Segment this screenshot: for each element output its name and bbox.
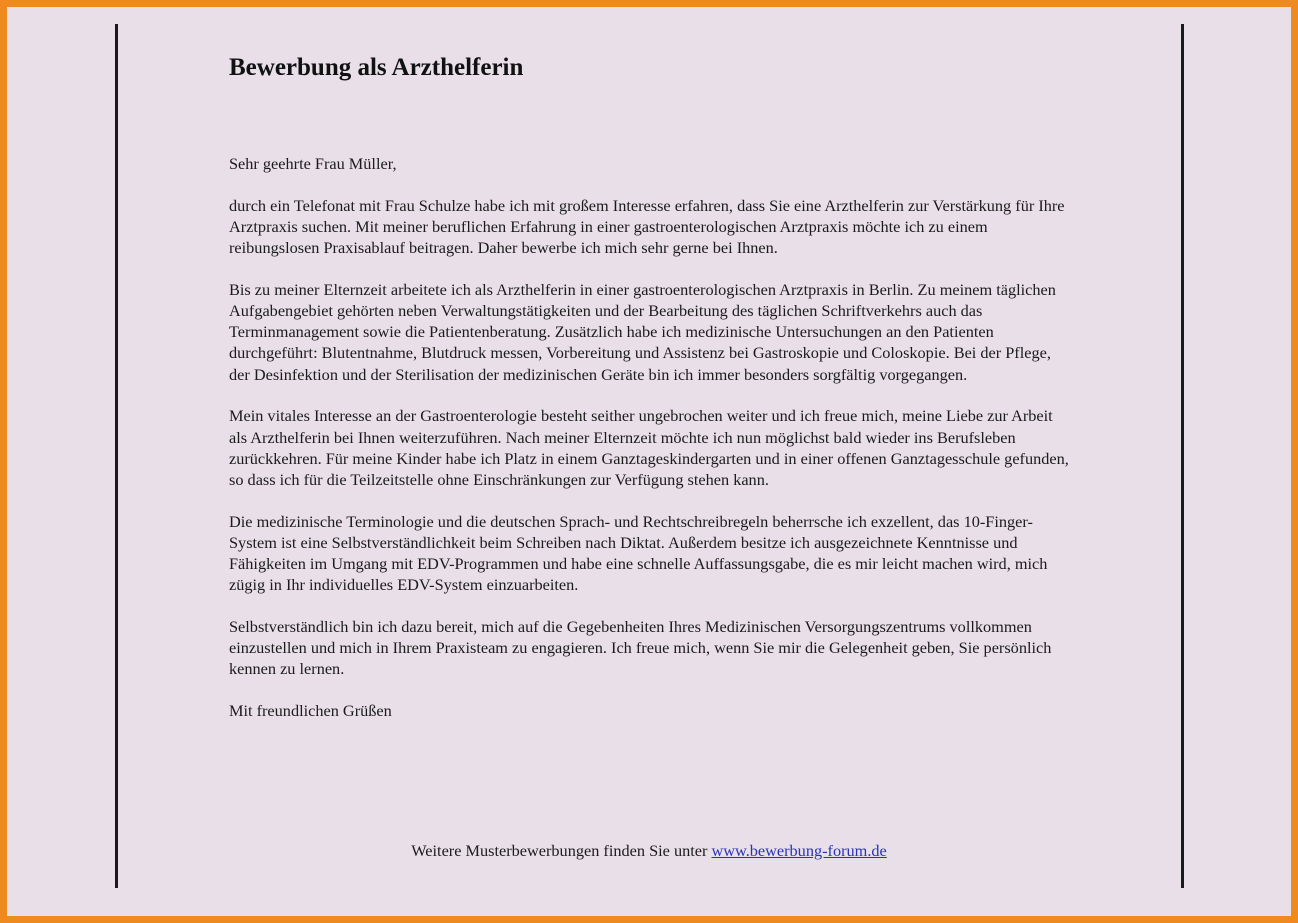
footer-link[interactable]: www.bewerbung-forum.de bbox=[711, 841, 887, 860]
closing: Mit freundlichen Grüßen bbox=[229, 701, 392, 721]
paragraph-4: Die medizinische Terminologie und die deutschen Sprach- und Rechtschreibregeln beherrsche ich exzellent, das 10-Finger-System ist eine Selbstverständlichkeit beim Schreiben nach Diktat. Außerdem besitze ich ausgezeichnete Kenntnisse und Fähigkeiten im Umgang mit EDV-Programmen und habe eine schnelle Auffassungsgabe, die es mir leicht machen wird, mich zügig in Ihr individuelles EDV-System einzuarbeiten. bbox=[229, 511, 1048, 595]
salutation: Sehr geehrte Frau Müller, bbox=[229, 154, 397, 173]
paragraph-2: Bis zu meiner Elternzeit arbeitete ich als Arzthelferin in einer gastroenterologischen Arztpraxis in Berlin. Zu meinem täglichen Aufgabengebiet gehörten neben Verwaltungstätigkeiten und der Bearbeitung des täglichen Schriftverkehrs auch das Terminmanagement sowie die Patientenberatung. Zusätzlich habe ich medizinische Untersuchungen an den Patienten durchgeführt: Blutentnahme, Blutdruck messen, Vorbereitung und Assistenz bei Gastroskopie und Coloskopie. Bei der Pflege, der Desinfektion und der Sterilisation der medizinischen Geräte bin ich immer besonders sorgfältig vorgegangen. bbox=[229, 279, 1056, 384]
left-margin-rule bbox=[115, 24, 118, 888]
paragraph-1: durch ein Telefonat mit Frau Schulze habe ich mit großem Interesse erfahren, dass Sie eine Arzthelferin zur Verstärkung für Ihre Arztpraxis suchen. Mit meiner beruflichen Erfahrung in einer gastroenterologischen Arztpraxis möchte ich zu einem reibungslosen Praxisablauf beitragen. Daher bewerbe ich mich sehr gerne bei Ihnen. bbox=[229, 195, 1065, 258]
letter-body bbox=[229, 153, 1074, 742]
footer-note bbox=[229, 840, 1069, 861]
right-margin-rule bbox=[1181, 24, 1184, 888]
paragraph-5: Selbstverständlich bin ich dazu bereit, mich auf die Gegebenheiten Ihres Medizinischen Versorgungszentrums vollkommen einzustellen und mich in Ihrem Praxisteam zu engagieren. Ich freue mich, wenn Sie mir die Gelegenheit geben, Sie persönlich kennen zu lernen. bbox=[229, 616, 1052, 679]
paragraph-3: Mein vitales Interesse an der Gastroenterologie besteht seither ungebrochen weiter und ich freue mich, meine Liebe zur Arbeit als Arzthelferin bei Ihnen weiterzuführen. Nach meiner Elternzeit möchte ich nun möglichst bald wieder ins Berufsleben zurückkehren. Für meine Kinder habe ich Platz in einem Ganztageskindergarten und in einer offenen Ganztagesschule gefunden, so dass ich für die Teilzeitstelle ohne Einschränkungen zur Verfügung stehen kann. bbox=[229, 406, 1069, 489]
document-title: Bewerbung als Arzthelferin bbox=[229, 54, 524, 81]
footer-text: Weitere Musterbewerbungen finden Sie unter bbox=[411, 841, 708, 860]
